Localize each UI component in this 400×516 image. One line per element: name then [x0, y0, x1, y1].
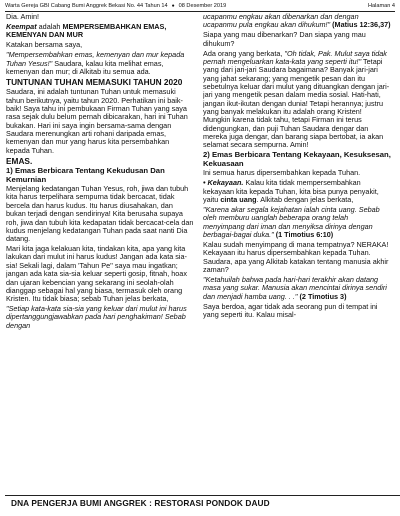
page-number: Halaman 4 — [367, 3, 395, 9]
paragraph: Saudara, ini adalah tuntunan Tuhan untuk memasuki tahun berikutnya, yaitu tahun 2020. Perhatikan ini baik-baik! Saya tahu ini pembukaan Firman Tuhan yang saya rasa sejak dulu belum pernah dibicarakan, hari ini Tuhan bukakan. Hari ini saya ingin bersama-sama dengan Saudara merenungkan arti rohani daripada emas, kemenyan dan mur yang harus kita persembahkan kepada Tuhan. — [6, 87, 188, 155]
text: Ada orang yang berkata, — [203, 48, 285, 58]
paragraph: Siapa yang mau dibenarkan? Dan siapa yang mau dihukum? — [203, 30, 366, 48]
paragraph: Dia. Amin! — [6, 13, 40, 21]
paragraph — [203, 276, 391, 301]
paragraph — [203, 13, 391, 30]
paragraph: Ini semua harus dipersembahkan kepada Tuhan. — [203, 168, 361, 178]
scripture-reference: (Matius 12:36,37) — [330, 20, 391, 30]
publication-name: Warta Gereja GBI Cabang Bumi Anggrek Bekasi No. 44 Tahun 14 — [5, 3, 168, 9]
paragraph — [203, 206, 391, 239]
scripture-reference: (2 Timotius 3) — [297, 291, 347, 301]
scripture-reference: (1 Timotius 6:10) — [273, 230, 334, 240]
issue-date: 08 Desember 2019 — [178, 3, 227, 9]
quote: "Karena akar segala kejahatan ialah cinta uang. Sebab oleh memburu uanglah beberapa orang telah menyimpang dari iman dan menyiksa dirinya dengan berbagai-bagai duka." — [203, 205, 380, 240]
emphasis: cinta uang — [220, 195, 257, 205]
inline-heading: MEMPERSEMBAHKAN EMAS, KEMENYAN DAN MUR — [6, 21, 167, 40]
paragraph: Katakan bersama saya, — [6, 40, 83, 50]
paragraph: Mari kita jaga kelakuan kita, tindakan kita, apa yang kita lakukan dari mulut ini harus kudus! Jangan ada kata sia-sia! Sekali lagi, dalam 'Tahun Pe'' saya mau ingatkan; jangan ada kata sia-sia keluar seperti gosip, fitnah, hoax dan ujaran kebencian yang sekarang ini seolah-olah dianggap sebagai hal yang biasa, termasuk oleh orang Kristen. Itu tidak biasa; sebab Tuhan jelas berkata, — [6, 244, 187, 304]
section-heading: TUNTUNAN TUHAN MEMASUKI TAHUN 2020 — [6, 77, 183, 88]
quote: "Ketahuilah bahwa pada hari-hari terakhir akan datang masa yang sukar. Manusia akan mencintai dirinya sendiri dan menjadi hamba uang. . ." — [203, 274, 387, 301]
text: adalah — [36, 21, 63, 31]
paragraph: Kalau sudah menyimpang di mana tempatnya? NERAKA! Kekayaan itu harus dipersembahkan kepada Tuhan. Saudara, apa yang Alkitab katakan tentang manusia akhir zaman? — [203, 240, 389, 275]
text: Kalau kita tidak mempersembahkan kekayaan kita kepada Tuhan, kita bisa punya penyakit, yaitu — [203, 178, 379, 205]
quote: "Oh tidak, Pak. Mulut saya tidak pernah mengeluarkan kata-kata yang seperti itu!" — [203, 48, 387, 66]
bullet-label: • Kekayaan. — [203, 178, 244, 188]
section-heading: EMAS. — [6, 155, 33, 166]
quote: ucapanmu engkau akan dibenarkan dan dengan ucapanmu pula engkau akan dihukum!" — [203, 13, 359, 30]
text: Tetapi yang dari jari-jari Saudara bagaimana? Banyak jari-jari yang jahat sekarang; yang mengetik pesan dan itu sebetulnya keluar dari mulut yang dituangkan dengan jari-jari yang mengetik pesan dalam media sosial. Hati-hati, jangan ikut-ikutan dengan dunia! Tetapi heranny​a; justru yang banyak melakukan itu adalah orang Kristen! Mungkin karena tidak tahu, tetapi Firman ini terus didengungkan, dan puji Tuhan Saudara dengar dan mereka juga dengar, dan barang siapa bertobat, ia akan selamat secara sempurna. Amin! — [203, 56, 390, 150]
paragraph: Menjelang kedatangan Tuhan Yesus, roh, jiwa dan tubuh kita harus terpelihara sempurna tidak bercacat, tidak bercela dan harus kudus. Itu harus diusahakan, dan bukan terjadi dengan sendirinya! Kita berusaha supaya roh, jiwa dan tubuh kita kedapatan tidak bercacat-cela dan kudus menjelang kedatangan Tuhan pada saat nanti Dia datang. — [6, 184, 194, 244]
right-column — [203, 13, 391, 491]
text: . Alkitab dengan jelas berkata, — [256, 195, 354, 205]
paragraph — [203, 50, 391, 150]
paragraph: Saya berdoa, agar tidak ada seorang pun di tempat ini yang seperti itu. Kalau misal- — [203, 301, 378, 319]
quote: "Mempersembahkan emas, kemenyan dan mur kepada Tuhan Yesus!" — [6, 50, 185, 68]
footer-motto: DNA PENGERJA BUMI ANGGREK : RESTORASI PONDOK DAUD — [11, 498, 270, 508]
subsection-heading: 1) Emas Berbicara Tentang Kekudusan Dan Kemurnian — [6, 165, 165, 184]
page-header — [5, 2, 395, 12]
paragraph — [203, 179, 391, 204]
paragraph — [6, 23, 194, 40]
subsection-heading: 2) Emas Berbicara Tentang Kekayaan, Kesuksesan, Kekuasaan — [203, 150, 391, 168]
left-column — [6, 13, 194, 491]
quote: "Setiap kata-kata sia-sia yang keluar dari mulut ini harus dipertanggungjawabkan pada hari penghakiman! Sebab dengan — [6, 304, 187, 330]
text: Saudara, kalau kita melihat emas, kemenyan dan mur; di Alkitab itu semua ada. — [6, 58, 164, 76]
paragraph — [6, 51, 194, 76]
separator-dot: ● — [171, 3, 175, 9]
page-footer — [5, 495, 400, 510]
keyword: Keempat — [6, 21, 37, 31]
